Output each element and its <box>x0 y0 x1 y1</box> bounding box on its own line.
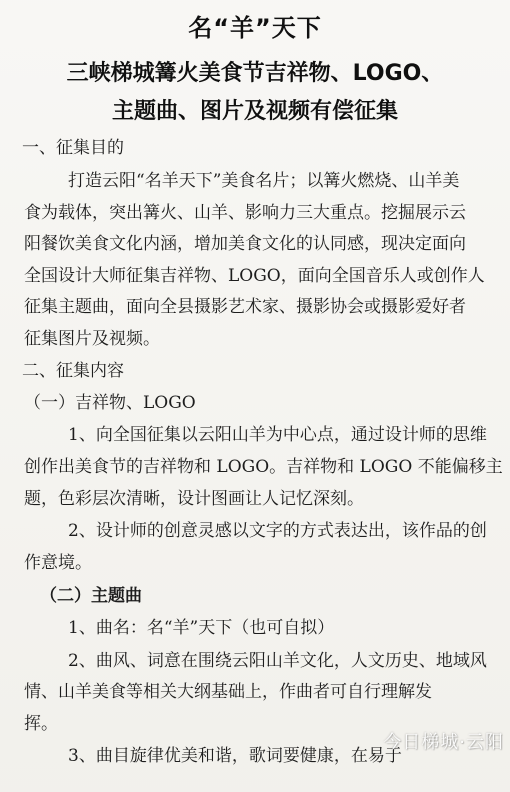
body-line-2: 食为载体，突出篝火、山羊、影响力三大重点。挖掘展示云 <box>24 203 466 223</box>
item-1-line-1: 1、向全国征集以云阳山羊为中心点，通过设计师的思维 <box>68 425 487 445</box>
item-2-line-1: 2、设计师的创意灵感以文字的方式表达出，该作品的创 <box>68 521 487 541</box>
song-item-2-line-2: 情、山羊美食等相关大纲基础上，作曲者可自行理解发 <box>24 682 432 702</box>
page-title: 名“羊”天下 <box>188 14 322 42</box>
subheading-1: （一）吉祥物、LOGO <box>24 393 196 413</box>
section-heading-2: 二、征集内容 <box>22 361 124 381</box>
body-line-4: 全国设计大师征集吉祥物、LOGO，面向全国音乐人或创作人 <box>24 266 485 286</box>
song-item-2-line-3: 挥。 <box>24 714 58 734</box>
body-line-5: 征集主题曲，面向全县摄影艺术家、摄影协会或摄影爱好者 <box>24 297 466 317</box>
body-line-3: 阳餐饮美食文化内涵，增加美食文化的认同感，现决定面向 <box>24 234 466 254</box>
subheading-2: （二）主题曲 <box>40 586 142 606</box>
song-item-1: 1、曲名：名“羊”天下（也可自拟） <box>68 618 335 638</box>
item-1-line-3: 题，色彩层次清晰，设计图画让人记忆深刻。 <box>24 489 364 509</box>
body-line-6: 征集图片及视频。 <box>24 329 160 349</box>
watermark: 今日梯城·云阳 <box>383 732 504 753</box>
subtitle-line-1: 三峡梯城篝火美食节吉祥物、LOGO、 <box>66 61 444 86</box>
song-item-2-line-1: 2、曲风、词意在围绕云阳山羊文化，人文历史、地域风 <box>68 651 487 671</box>
section-heading-1: 一、征集目的 <box>22 138 124 158</box>
item-2-line-2: 作意境。 <box>24 553 92 573</box>
item-1-line-2: 创作出美食节的吉祥物和 LOGO。吉祥物和 LOGO 不能偏移主 <box>24 457 503 477</box>
subtitle-line-2: 主题曲、图片及视频有偿征集 <box>111 99 398 124</box>
body-line-1: 打造云阳“名羊天下”美食名片；以篝火燃烧、山羊美 <box>68 171 460 191</box>
song-item-3-line-1: 3、曲目旋律优美和谐，歌词要健康，在易于 <box>68 746 402 766</box>
